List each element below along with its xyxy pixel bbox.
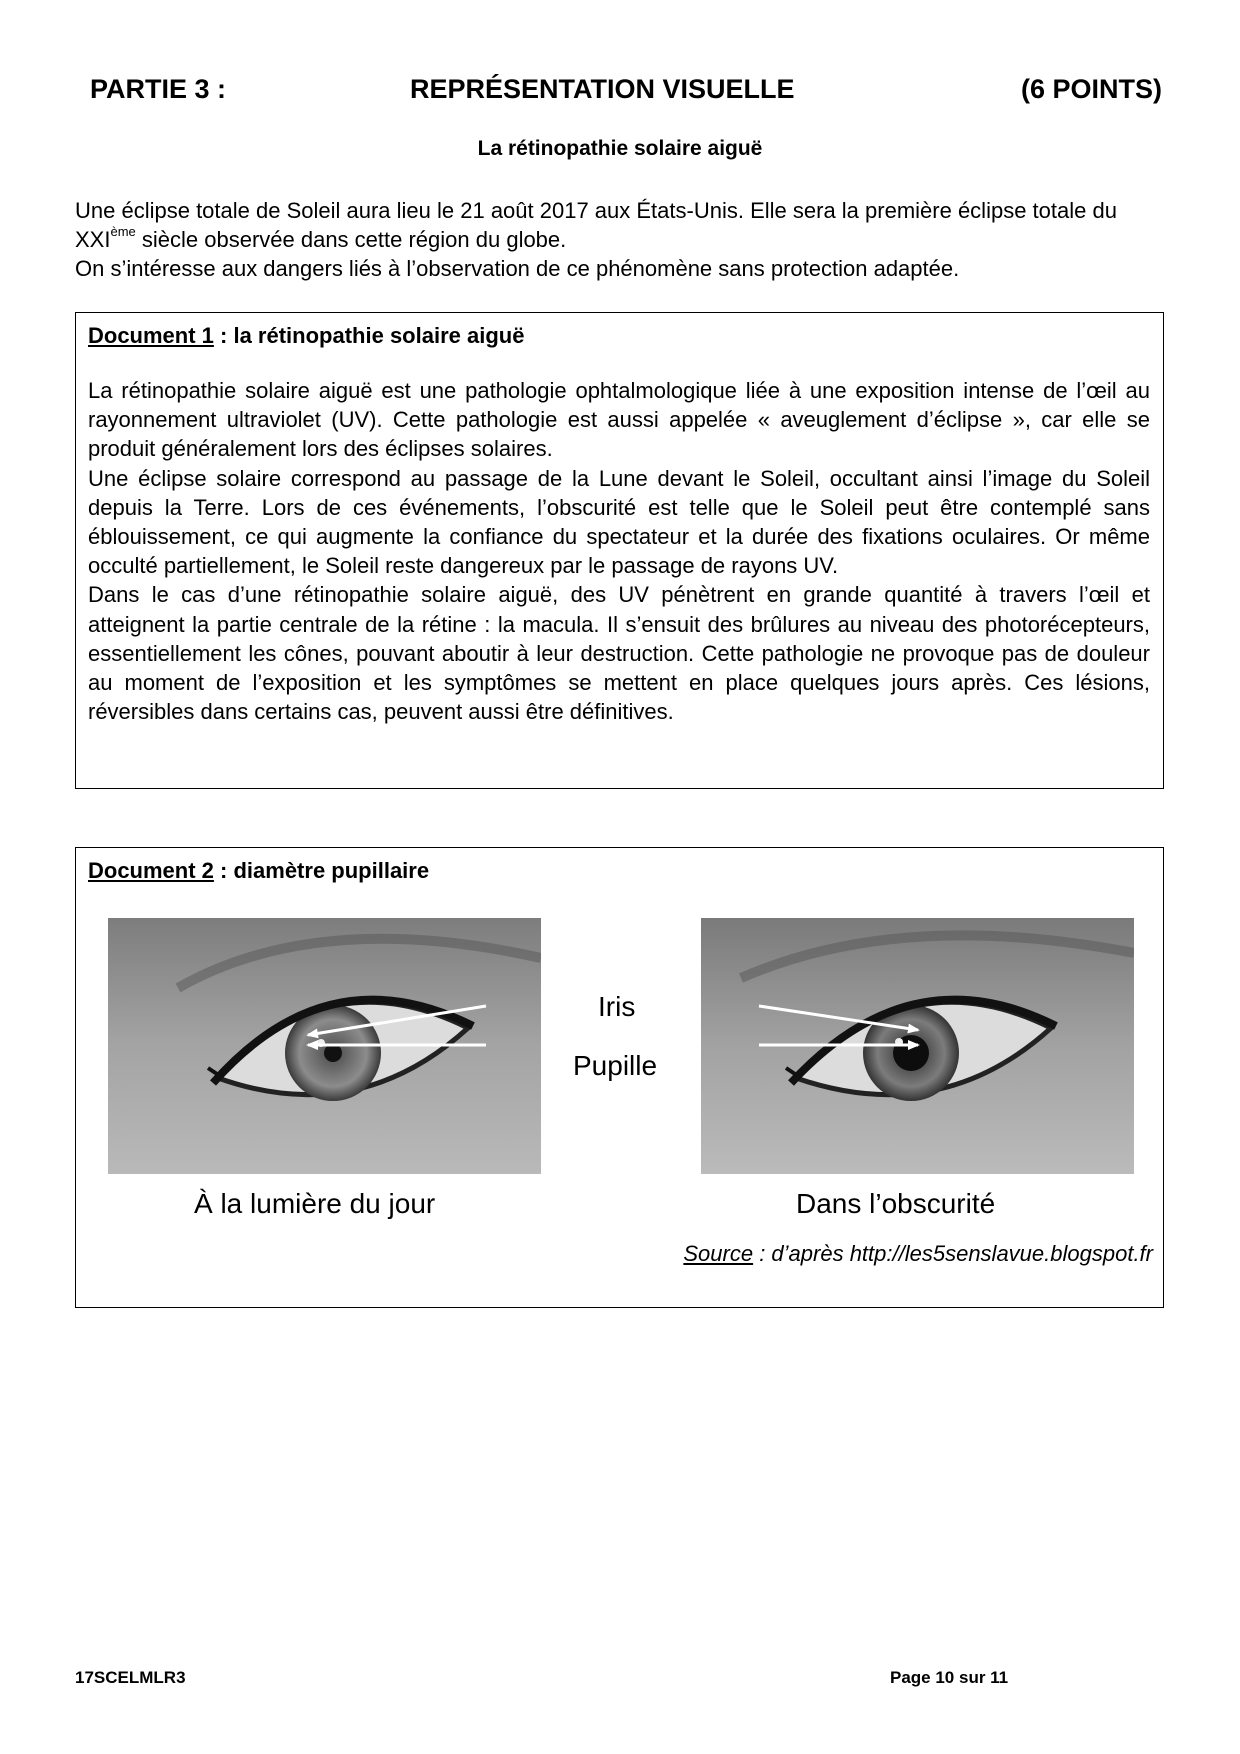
pupil-label: Pupille: [573, 1050, 658, 1081]
document-1-paragraph: Une éclipse solaire correspond au passage de la Lune devant le Soleil, occultant ainsi l’image du Soleil depuis la Terre. Lors de ces événements, l’obscurité est telle que le Soleil peut être contemplé sans éblouissement, ce qui augmente la confiance du spectateur et la durée des fixations oculaires. Or même occulté partiellement, le Soleil reste dangereux par le passage de rayons UV.: [88, 465, 1150, 579]
exam-code: 17SCELMLR3: [75, 1668, 186, 1687]
document-1-paragraph: La rétinopathie solaire aiguë est une pathologie ophtalmologique liée à une exposition intense de l’œil au rayonnement ultraviolet (UV). Cette pathologie est aussi appelée « aveuglement d’éclipse », car elle se produit généralement lors des éclipses solaires.: [88, 378, 1150, 462]
intro-paragraph-1: Une éclipse totale de Soleil aura lieu le 21 août 2017 aux États-Unis. Elle sera la première éclipse totale du XXIème siècle observée dans cette région du globe.: [75, 198, 1117, 252]
source-citation: Source : d’après http://les5senslavue.blogspot.fr: [683, 1241, 1153, 1266]
subject-title: La rétinopathie solaire aiguë: [477, 137, 763, 160]
page-number: Page 10 sur 11: [890, 1668, 1009, 1687]
iris-label: Iris: [598, 991, 636, 1022]
caption-daylight: À la lumière du jour: [194, 1188, 436, 1219]
part-title: REPRÉSENTATION VISUELLE: [410, 74, 795, 104]
document-1-paragraph: Dans le cas d’une rétinopathie solaire aiguë, des UV pénètrent en grande quantité à travers l’œil et atteignent la partie centrale de la rétine : la macula. Il s’ensuit des brûlures au niveau des photorécepteurs, essentiellement les cônes, pouvant aboutir à leur destruction. Cette pathologie ne provoque pas de douleur au moment de l’exposition et les symptômes se mettent en place quelques jours après. Ces lésions, réversibles dans certains cas, peuvent aussi être définitives.: [88, 582, 1150, 725]
document-2-title: Document 2 : diamètre pupillaire: [88, 858, 430, 883]
intro-paragraph-2: On s’intéresse aux dangers liés à l’observation de ce phénomène sans protection adaptée.: [75, 256, 960, 281]
part-number: PARTIE 3 :: [90, 74, 227, 104]
part-points: (6 POINTS): [1020, 74, 1162, 104]
page-header: [90, 74, 1162, 114]
document-1-title: Document 1 : la rétinopathie solaire aiguë: [88, 323, 525, 348]
document-1-body: [88, 376, 1150, 726]
document-1-box: [75, 312, 1164, 789]
intro-text: [75, 196, 1175, 283]
caption-darkness: Dans l’obscurité: [796, 1188, 996, 1219]
document-2-box: [75, 847, 1164, 1308]
